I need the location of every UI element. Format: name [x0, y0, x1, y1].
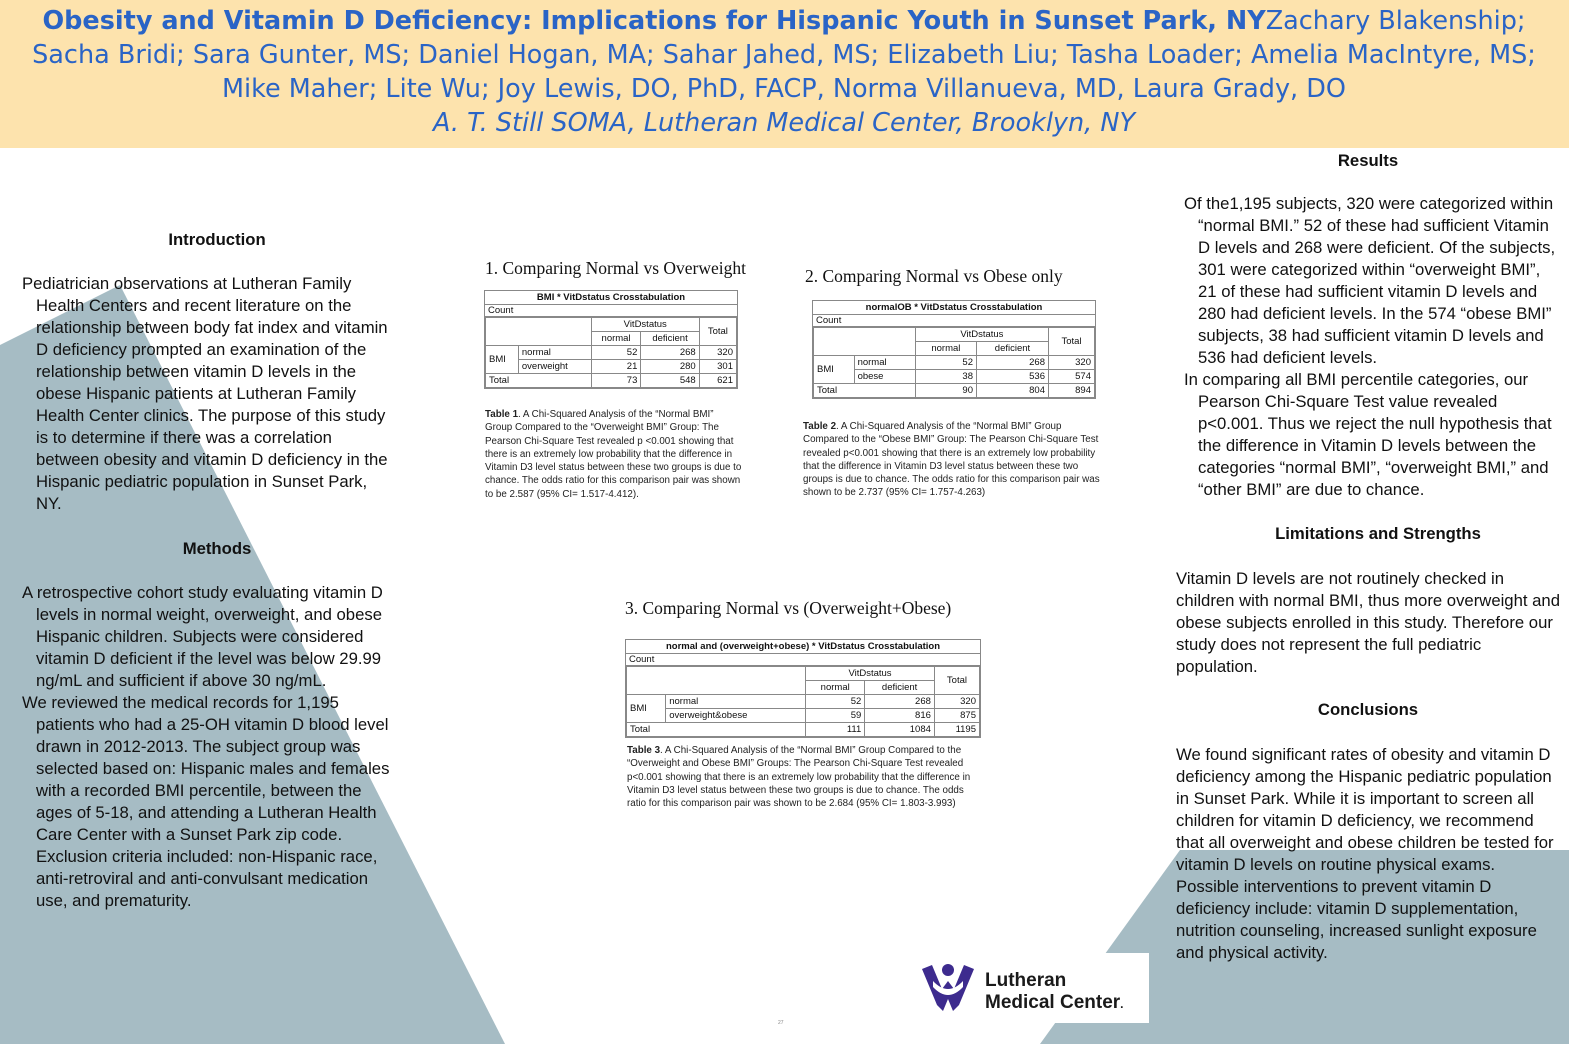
table2-count-label: Count: [813, 315, 1095, 327]
table3-cell: 1195: [934, 723, 979, 737]
table2-cell: 536: [977, 370, 1049, 384]
poster-header: [0, 0, 1569, 148]
table3-cell: 52: [806, 695, 865, 709]
table2-cell: 894: [1048, 384, 1094, 398]
table1-heading: 1. Comparing Normal vs Overweight: [485, 258, 746, 278]
left-column: [22, 229, 392, 912]
table2-title: normalOB * VitDstatus Crosstabulation: [813, 301, 1095, 315]
table2-cell: 52: [915, 356, 976, 370]
logo-line1: Lutheran: [985, 970, 1067, 991]
table1-cell: 280: [641, 360, 699, 374]
table2-heading: 2. Comparing Normal vs Obese only: [805, 266, 1063, 286]
right-column: [1176, 150, 1560, 964]
table2-cell: 268: [977, 356, 1049, 370]
table3-caption: [627, 744, 979, 810]
table3-caption-text: . A Chi-Squared Analysis of the “Normal BMI” Group Compared to the “Overweight and Obese BMI” Groups: The Pearson Chi-Square Test revealed p<0.001 showing that there is an extremely low probability that the difference in Vitamin D3 level status between these two groups is due to chance. The odds ratio for this comparison pair was shown to be 2.684 (95% CI= 1.803-3.993): [627, 745, 971, 810]
table2-cell: 38: [915, 370, 976, 384]
poster-affiliation: A. T. Still SOMA, Lutheran Medical Center, Brooklyn, NY: [432, 108, 1136, 138]
table2-row-label: normal: [854, 356, 915, 370]
table2-caption-label: Table 2: [803, 421, 837, 432]
table1-col-normal: normal: [591, 332, 641, 346]
table1-cell: 52: [591, 346, 641, 360]
poster-authors: Zachary Blakenship; Sacha Bridi; Sara Gunter, MS; Daniel Hogan, MA; Sahar Jahed, MS; Elizabeth Liu; Tasha Loader; Amelia MacIntyre, MS; Mike Maher; Lite Wu; Joy Lewis, DO, PhD, FACP, Norma Villanueva, MD, Laura Grady, DO: [32, 6, 1536, 104]
table2-cell: 574: [1048, 370, 1094, 384]
table2-cell: 90: [915, 384, 976, 398]
table1-col-deficient: deficient: [641, 332, 699, 346]
table1-row-group: BMI: [486, 346, 519, 374]
table1-title: BMI * VitDstatus Crosstabulation: [485, 291, 737, 305]
table1-cell: 268: [641, 346, 699, 360]
table3-cell: 875: [934, 709, 979, 723]
results-text-2: In comparing all BMI percentile categories, our Pearson Chi-Square Test value revealed p<0.001. Thus we reject the null hypothesis that the difference in Vitamin D levels between the categories “normal BMI”, “overweight BMI,” and “other BMI” are due to chance.: [1184, 370, 1552, 499]
conclusions-text: We found significant rates of obesity and vitamin D deficiency among the Hispanic pediatric population in Sunset Park. While it is important to screen all children for vitamin D deficiency, we recommend that all overweight and obese children be tested for vitamin D levels on routine physical exams. Possible interventions to prevent vitamin D deficiency include: vitamin D supplementation, nutrition counseling, increased sunlight exposure and physical activity.: [1176, 745, 1554, 962]
table1-cell: 320: [699, 346, 736, 360]
table2-cell: 804: [977, 384, 1049, 398]
introduction-text: Pediatrician observations at Lutheran Family Health Centers and recent literature on the relationship between body fat index and vitamin D deficiency prompted an examination of the relationship between vitamin D levels in the obese Hispanic patients at Lutheran Family Health Center clinics. The purpose of this study is to determine if there was a correlation between obesity and vitamin D deficiency in the Hispanic pediatric population in Sunset Park, NY.: [22, 274, 388, 513]
table3-cell: 59: [806, 709, 865, 723]
table1-grid: [485, 317, 737, 388]
conclusions-heading: Conclusions: [1317, 700, 1419, 719]
limitations-text: Vitamin D levels are not routinely checked in children with normal BMI, thus more overweight and obese subjects enrolled in this study. Therefore our study does not represent the full pediatric population.: [1176, 569, 1560, 676]
table3-cell: 320: [934, 695, 979, 709]
results-text-1: Of the1,195 subjects, 320 were categorized within “normal BMI.” 52 of these had sufficient Vitamin D levels and 268 were deficient. Of the subjects, 301 were categorized within “overweight BMI”, 21 of these had sufficient vitamin D levels and 280 had deficient levels. In the 574 “obese BMI” subjects, 38 had sufficient vitamin D levels and 536 had deficient levels.: [1184, 194, 1556, 367]
logo-text: [985, 970, 1124, 1015]
table3-row-label: overweight&obese: [666, 709, 806, 723]
table3-caption-label: Table 3: [627, 745, 661, 756]
table3-col-normal: normal: [806, 681, 865, 695]
table2-group-label: VitDstatus: [915, 328, 1048, 342]
table3-cell: 816: [865, 709, 935, 723]
table1-total-header: Total: [699, 318, 736, 346]
table3-grid: [626, 666, 980, 737]
table1-count-label: Count: [485, 305, 737, 317]
table1-cell: 548: [641, 374, 699, 388]
table1-row-label: overweight: [518, 360, 591, 374]
results-heading: Results: [1337, 151, 1399, 170]
page-number: 27: [778, 1020, 784, 1026]
table1-group-label: VitDstatus: [591, 318, 699, 332]
lutheran-logo: [909, 953, 1149, 1023]
table3-title: normal and (overweight+obese) * VitDstatus Crosstabulation: [626, 640, 980, 654]
table1-caption-label: Table 1: [485, 409, 519, 420]
table1-crosstab: [484, 290, 738, 389]
table2-total-header: Total: [1048, 328, 1094, 356]
table1-row-label: normal: [518, 346, 591, 360]
table2-col-deficient: deficient: [977, 342, 1049, 356]
table2-grid: [813, 327, 1095, 398]
methods-text-1: A retrospective cohort study evaluating vitamin D levels in normal weight, overweight, and obese Hispanic children. Subjects were considered vitamin D deficient if the level was below 29.99 ng/mL and sufficient if above 30 ng/mL.: [22, 583, 383, 690]
table1-cell: 301: [699, 360, 736, 374]
table1-cell: 21: [591, 360, 641, 374]
limitations-heading: Limitations and Strengths: [1275, 524, 1481, 543]
table3-total-label: Total: [627, 723, 806, 737]
title-block: [10, 4, 1558, 140]
table3-cell: 268: [865, 695, 935, 709]
table1-cell: 621: [699, 374, 736, 388]
table1-total-label: Total: [486, 374, 592, 388]
results-body: [1176, 193, 1560, 501]
methods-text-2: We reviewed the medical records for 1,195 patients who had a 25-OH vitamin D blood level drawn in 2012-2013. The subject group was selected based on: Hispanic males and females with a recorded BMI percentile, between the ages of 5-18, and attending a Lutheran Health Care Center with a Sunset Park zip code. Exclusion criteria included: non-Hispanic race, anti-retroviral and anti-convulsant medication use, and prematurity.: [22, 693, 390, 910]
table3-cell: 111: [806, 723, 865, 737]
table3-row-group: BMI: [627, 695, 666, 723]
table3-row-label: normal: [666, 695, 806, 709]
logo-line2: Medical Center: [985, 992, 1121, 1013]
table3-cell: 1084: [865, 723, 935, 737]
table3-group-label: VitDstatus: [806, 667, 935, 681]
table3-crosstab: [625, 639, 981, 738]
table1-caption-text: . A Chi-Squared Analysis of the “Normal BMI” Group Compared to the “Overweight BMI” Group: The Pearson Chi-Square Test revealed p <0.001 showing that there is an extremely low probability that the difference in Vitamin D3 level status between these two groups is due to chance. The odds ratio for this comparison pair was shown to be 2.587 (95% CI= 1.517-4.412).: [485, 409, 742, 500]
table2-row-label: obese: [854, 370, 915, 384]
poster-title: Obesity and Vitamin D Deficiency: Implications for Hispanic Youth in Sunset Park, NY: [42, 6, 1266, 36]
methods-heading: Methods: [182, 539, 252, 558]
table3-col-deficient: deficient: [865, 681, 935, 695]
table3-count-label: Count: [626, 654, 980, 666]
table2-total-label: Total: [814, 384, 916, 398]
table2-crosstab: [812, 300, 1096, 399]
table1-cell: 73: [591, 374, 641, 388]
table2-col-normal: normal: [915, 342, 976, 356]
table2-caption: [803, 420, 1108, 500]
table2-row-group: BMI: [814, 356, 855, 384]
table1-caption: [485, 408, 743, 501]
table3-total-header: Total: [934, 667, 979, 695]
table2-caption-text: . A Chi-Squared Analysis of the “Normal BMI” Group Compared to the “Obese BMI” Group: The Pearson Chi-Square Test revealed p<0.001 showing that there is an extremely low probability that the difference in Vitamin D3 level status between these two groups is due to chance. The odds ratio for this comparison pair was shown to be 2.737 (95% CI= 1.757-4.263): [803, 421, 1100, 499]
table3-heading: 3. Comparing Normal vs (Overweight+Obese): [625, 598, 952, 618]
table2-cell: 320: [1048, 356, 1094, 370]
lutheran-figure-icon: [919, 961, 977, 1015]
logo-mark: .: [1120, 997, 1124, 1011]
introduction-heading: Introduction: [168, 230, 266, 249]
